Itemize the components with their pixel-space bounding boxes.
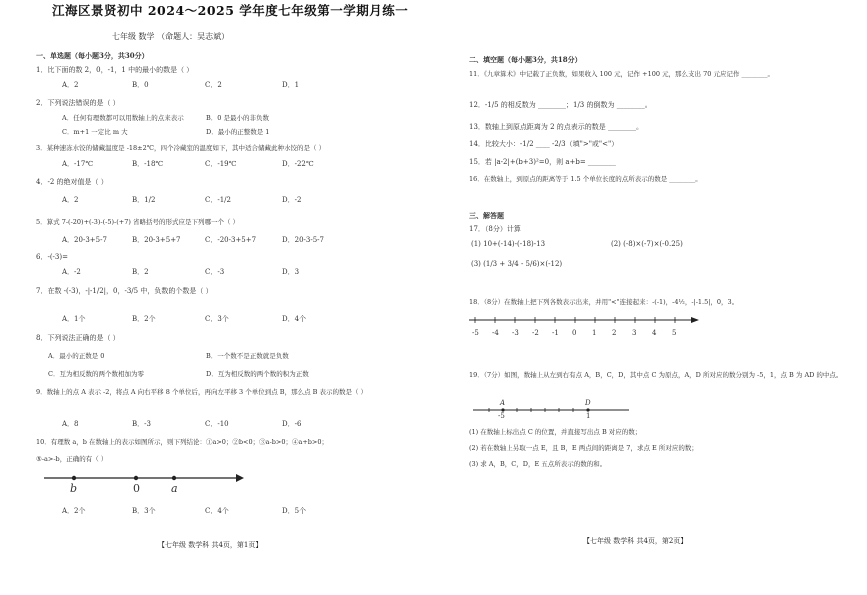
ruler-tick-label: -3 <box>512 329 519 337</box>
q17-part-2: (2) (-8)×(-7)×(-0.25) <box>611 240 683 248</box>
section-1-heading: 一、单选题（每小题3分，共30分） <box>36 51 149 60</box>
exam-title: 江海区景贤初中 2024～2025 学年度七年级第一学期月练一 <box>52 3 409 18</box>
q19-number-line <box>473 400 633 420</box>
q17-text: 17．（8分）计算 <box>469 225 521 233</box>
q8-option-a: A．最小的正数是 0 <box>48 352 105 360</box>
page-right <box>433 0 866 595</box>
q2-option-a: A．任何有理数都可以用数轴上的点来表示 <box>62 114 184 122</box>
q1-option-c: C．2 <box>205 81 222 89</box>
ruler-tick-label: -4 <box>492 329 499 337</box>
q19-text: 19．（7分）如图，数轴上从左到右有点 A，B，C，D，其中点 C 为原点，A，D 所对应的数分别为 -5，1，点 B 为 AD 的中点。 <box>469 371 843 379</box>
q5-option-c: C．-20-3+5+7 <box>205 236 257 244</box>
ruler-tick-label: -1 <box>552 329 559 337</box>
q5-option-a: A．20-3+5-7 <box>62 236 107 244</box>
q7-option-a: A．1个 <box>62 315 86 323</box>
q10-label-a: a <box>171 482 178 495</box>
q5-option-d: D．20-3-5-7 <box>282 236 324 244</box>
q19-label-a: A <box>500 399 506 407</box>
q9-text: 9．数轴上的点 A 表示 -2，将点 A 向右平移 8 个单位后，再向左平移 3 个单位到点 B，那么点 B 表示的数是（ ） <box>36 388 368 396</box>
q1-option-a: A．2 <box>62 81 79 89</box>
q3-option-c: C．-19℃ <box>205 160 237 168</box>
q10-option-c: C．4个 <box>205 507 229 515</box>
q10-label-0: 0 <box>133 482 140 495</box>
q2-text: 2．下列说法错误的是（ ） <box>36 99 120 107</box>
q16-text: 16．在数轴上，到原点的距离等于 1.5 个单位长度的点所表示的数是 ________。 <box>469 175 702 183</box>
ruler-tick-label: 1 <box>592 329 597 337</box>
page-left <box>0 0 433 595</box>
q10-text: 10．有理数 a，b 在数轴上的表示如图所示，则下列结论：①a>0；②b<0；③a-b>0；④a+b>0； <box>36 438 329 446</box>
q10-option-a: A．2个 <box>62 507 86 515</box>
ruler-tick-label: -5 <box>472 329 479 337</box>
q7-text: 7．在数 -(-3)，-|-1/2|，0，-3/5 中，负数的个数是（ ） <box>36 287 213 295</box>
q10-label-b: b <box>70 482 78 495</box>
ruler-tick-label: 2 <box>612 329 617 337</box>
q8-option-d: D．互为相反数的两个数的积为正数 <box>206 370 309 378</box>
q9-option-a: A．8 <box>62 420 79 428</box>
q1-option-d: D．1 <box>282 81 300 89</box>
q19-part-3: (3) 求 A，B，C，D，E 五点所表示的数的和。 <box>469 460 607 468</box>
q12-text: 12．-1/5 的相反数为 ________；1/3 的倒数为 ________。 <box>469 101 652 109</box>
exam-subtitle: 七年级 数学 （命题人：吴志斌） <box>112 32 230 41</box>
q10-text-cont: ⑤-a>-b，正确的有（ ） <box>36 455 108 463</box>
q19-part-1: (1) 在数轴上标出点 C 的位置，并直接写出点 B 对应的数； <box>469 428 642 436</box>
q18-number-line <box>469 314 699 328</box>
q19-label-d: D <box>585 399 591 407</box>
q3-option-a: A．-17℃ <box>62 160 94 168</box>
section-2-heading: 二、填空题（每小题3分，共18分） <box>469 55 582 64</box>
q5-option-b: B．20-3+5+7 <box>132 236 181 244</box>
q2-option-d: D．最小的正整数是 1 <box>206 128 270 136</box>
q7-option-b: B．2个 <box>132 315 156 323</box>
q8-option-c: C．互为相反数的两个数相加为零 <box>48 370 144 378</box>
ruler-tick-label: 0 <box>572 329 577 337</box>
q5-text: 5．算式 7-(-20)+(-3)-(-5)-(+7) 省略括号的形式应是下列哪一个（ ） <box>36 218 240 226</box>
q6-option-b: B．2 <box>132 268 149 276</box>
q8-option-b: B．一个数不是正数就是负数 <box>206 352 289 360</box>
q10-option-d: D．5个 <box>282 507 307 515</box>
q18-text: 18．（8分）在数轴上把下列各数表示出来，并用"<"连接起来：-(-1)，-4½，-|-1.5|，0，3。 <box>469 298 739 306</box>
q10-option-b: B．3个 <box>132 507 156 515</box>
section-3-heading: 三、解答题 <box>469 211 504 220</box>
q7-option-c: C．3个 <box>205 315 229 323</box>
ruler-tick-label: 5 <box>672 329 677 337</box>
q1-text: 1．比下面的数 2，0，-1，1 中的最小的数是（ ） <box>36 66 194 74</box>
q3-option-d: D．-22℃ <box>282 160 314 168</box>
q4-text: 4．-2 的绝对值是（ ） <box>36 178 108 186</box>
q8-text: 8．下列说法正确的是（ ） <box>36 334 120 342</box>
page-footer-left: 【七年级 数学科 共4页，第1页】 <box>158 541 263 549</box>
q17-part-3: (3) (1/3 + 3/4 - 5/6)×(-12) <box>471 260 563 268</box>
q19-label-1: 1 <box>586 412 591 420</box>
q15-text: 15．若 |a-2|+(b+3)²=0，则 a+b= ________ <box>469 158 616 166</box>
q4-option-b: B．1/2 <box>132 196 156 204</box>
q3-text: 3．某种速冻水饺的储藏温度是 -18±2℃，四个冷藏室的温度如下，其中适合储藏此种水饺的是（ ） <box>36 144 326 152</box>
q19-label-minus5: -5 <box>498 412 505 420</box>
q1-option-b: B．0 <box>132 81 149 89</box>
q7-option-d: D．4个 <box>282 315 307 323</box>
q6-text: 6．-(-3)= <box>36 253 68 261</box>
ruler-tick-label: 3 <box>632 329 637 337</box>
q4-option-d: D．-2 <box>282 196 302 204</box>
q11-text: 11．《九章算术》中记载了正负数，如果收入 100 元，记作 +100 元，那么支出 70 元应记作 ________。 <box>469 70 775 78</box>
q4-option-c: C．-1/2 <box>205 196 231 204</box>
q2-option-b: B．0 是最小的非负数 <box>206 114 269 122</box>
ruler-tick-label: -2 <box>532 329 539 337</box>
q9-option-c: C．-10 <box>205 420 229 428</box>
q9-option-d: D．-6 <box>282 420 302 428</box>
ruler-tick-label: 4 <box>652 329 657 337</box>
page-footer-right: 【七年级 数学科 共4页，第2页】 <box>583 537 688 545</box>
q17-part-1: (1) 10+(-14)-(-18)-13 <box>471 240 546 248</box>
q6-option-c: C．-3 <box>205 268 225 276</box>
q2-option-c: C．m+1 一定比 m 大 <box>62 128 128 136</box>
q14-text: 14．比较大小：-1/2 ____ -2/3（填">"或"<"） <box>469 140 619 148</box>
q3-option-b: B．-18℃ <box>132 160 164 168</box>
q6-option-d: D．3 <box>282 268 300 276</box>
q6-option-a: A．-2 <box>62 268 81 276</box>
q9-option-b: B．-3 <box>132 420 151 428</box>
q4-option-a: A．2 <box>62 196 79 204</box>
q19-part-2: (2) 若在数轴上另取一点 E，且 B，E 两点间的距离是 7，求点 E 所对应的数； <box>469 444 698 452</box>
q13-text: 13．数轴上到原点距离为 2 的点表示的数是 ________。 <box>469 123 644 131</box>
